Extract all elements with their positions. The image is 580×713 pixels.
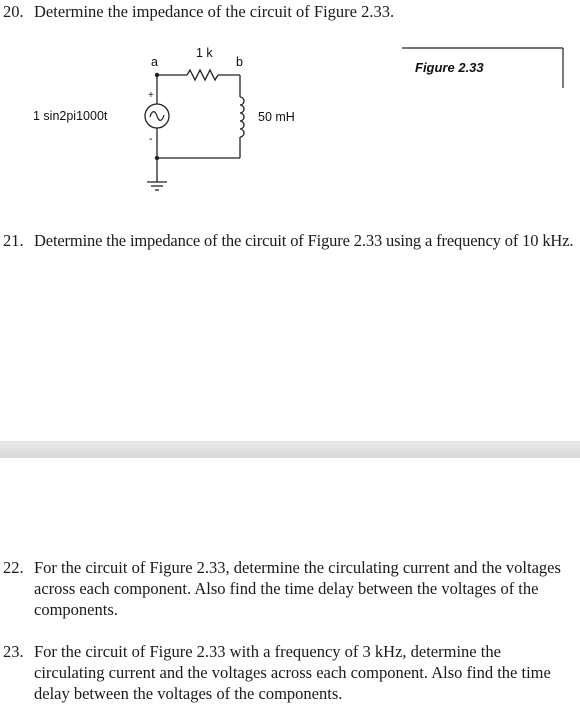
question-23	[3, 641, 578, 707]
question-text: For the circuit of Figure 2.33 with a frequency of 3 kHz, determine the circulating current and the voltages across each component. Also find the time delay between the voltages of the components.	[34, 642, 551, 703]
figure-caption-box	[402, 48, 563, 88]
resistor-label: 1 k	[196, 46, 213, 60]
page-separator	[0, 441, 580, 458]
question-number: 22.	[3, 558, 24, 577]
question-20	[3, 1, 573, 23]
ground-icon	[147, 182, 167, 190]
question-text: Determine the impedance of the circuit of Figure 2.33.	[34, 2, 395, 21]
question-number: 21.	[3, 231, 24, 250]
question-text: Determine the impedance of the circuit of Figure 2.33 using a frequency of 10 kHz.	[34, 231, 574, 250]
source-label: 1 sin2pi1000t	[33, 109, 108, 123]
circuit-figure	[0, 30, 580, 200]
source-minus-sign: -	[149, 133, 153, 145]
node-bottom-dot	[155, 156, 159, 160]
node-a-label: a	[151, 55, 158, 69]
inductor-label: 50 mH	[258, 110, 295, 124]
question-number: 23.	[3, 642, 24, 661]
question-text: For the circuit of Figure 2.33, determine the circulating current and the voltages across each component. Also find the time delay between the voltages of the components.	[34, 558, 561, 619]
figure-caption: Figure 2.33	[415, 60, 484, 75]
resistor-symbol	[187, 70, 218, 80]
sine-icon	[150, 112, 164, 121]
source-plus-sign: +	[148, 90, 154, 101]
node-b-label: b	[236, 55, 243, 69]
question-22	[3, 557, 578, 623]
question-number: 20.	[3, 2, 24, 21]
question-21	[3, 230, 580, 274]
inductor-symbol	[240, 97, 244, 137]
